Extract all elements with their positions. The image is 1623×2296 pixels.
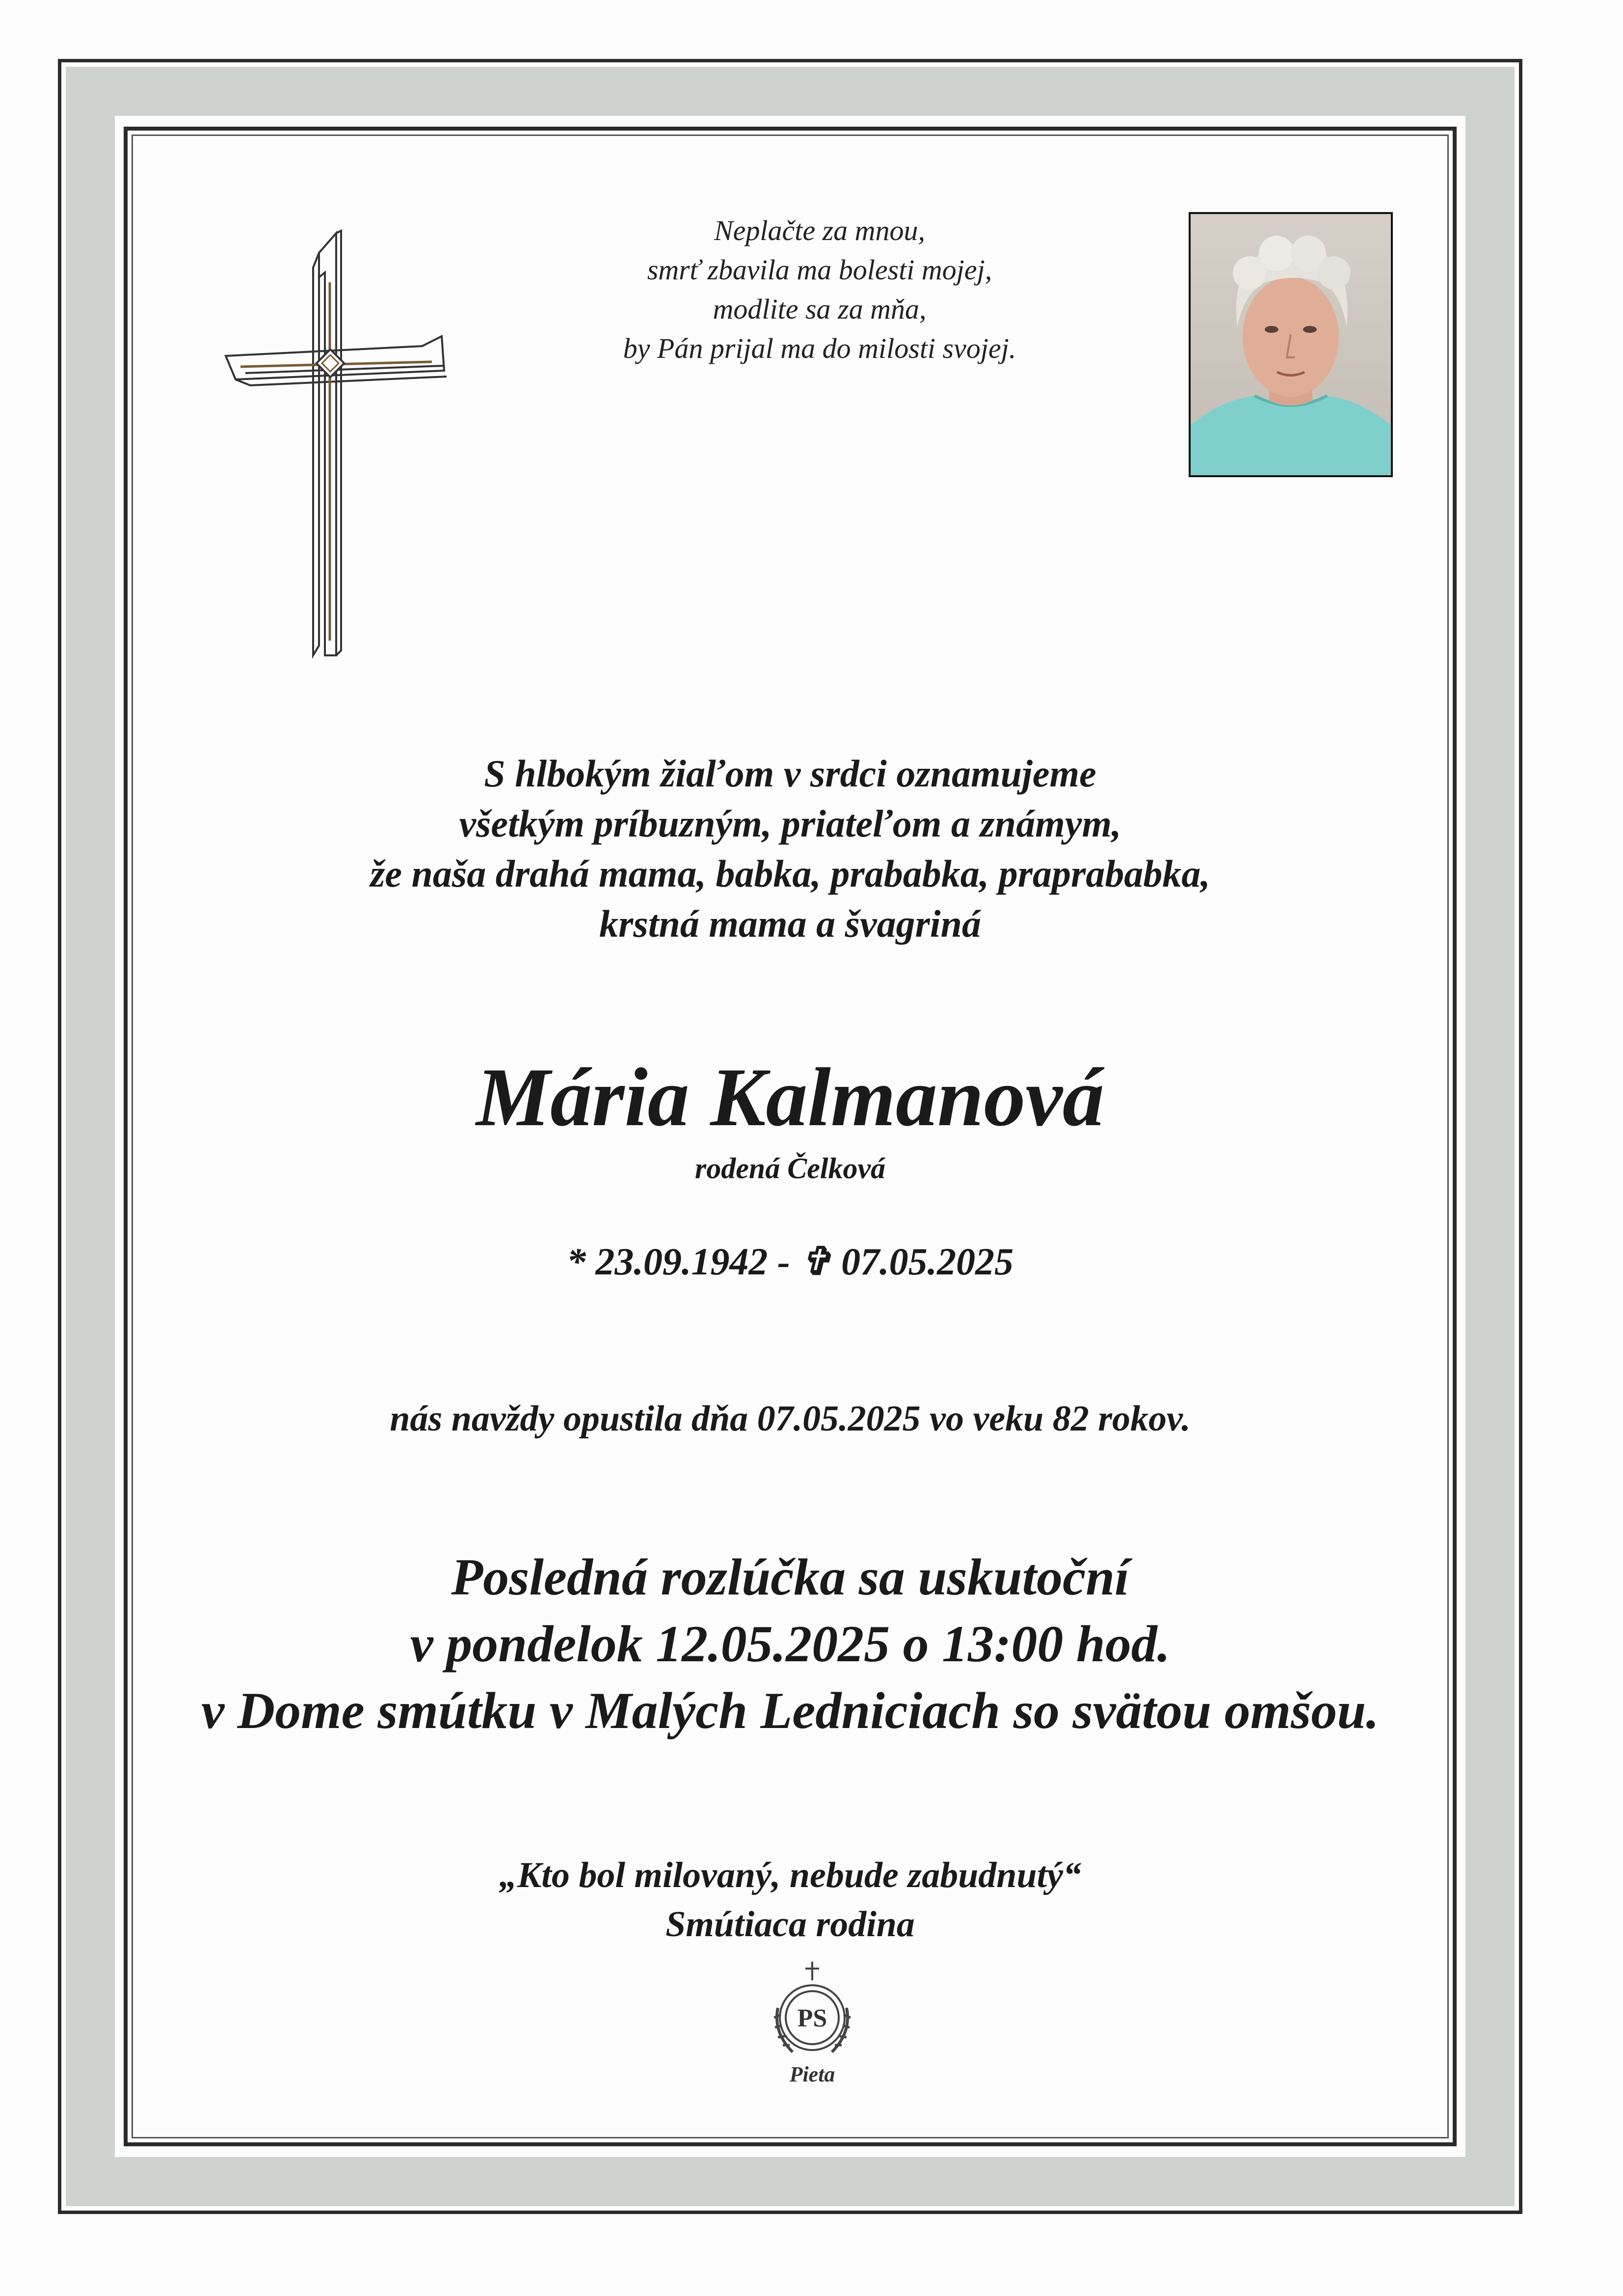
passed-away-text: nás navždy opustila dňa 07.05.2025 vo veku 82 rokov.: [390, 1399, 1191, 1439]
signature: Smútiaca rodina: [665, 1904, 915, 1945]
funeral-line: v pondelok 12.05.2025 o 13:00 hod.: [410, 1615, 1171, 1673]
verse-line: Neplačte za mnou,: [714, 215, 926, 246]
verse-line: modlite sa za mňa,: [713, 293, 927, 325]
announcement: [132, 749, 1449, 949]
funeral-line: Posledná rozlúčka sa uskutoční: [451, 1548, 1129, 1606]
logo-monogram: PS: [797, 2004, 827, 2032]
life-dates: * 23.09.1942 - ✞ 07.05.2025: [566, 1240, 1014, 1283]
announcement-line: S hlbokým žiaľom v srdci oznamujeme: [484, 752, 1096, 795]
funeral-line: v Dome smútku v Malých Ledniciach so svätou omšou.: [201, 1682, 1379, 1739]
verse-line: smrť zbavila ma bolesti mojej,: [647, 254, 992, 286]
logo-brand: Pieta: [789, 2062, 835, 2086]
funeral-details: [132, 1544, 1449, 1744]
announcement-line: krstná mama a švagriná: [599, 902, 981, 945]
maiden-name: rodená Čelková: [694, 1152, 886, 1185]
deceased-name: Mária Kalmanová: [476, 1051, 1104, 1143]
verse-line: by Pán prijal ma do milosti svojej.: [623, 332, 1016, 364]
closing: [132, 1851, 1449, 1949]
verse: [456, 211, 1183, 368]
announcement-line: že naša drahá mama, babka, prababka, praprababka,: [370, 852, 1210, 895]
wreath-monogram-icon: [763, 1959, 861, 2096]
motto: „Kto bol milovaný, nebude zabudnutý“: [499, 1855, 1082, 1895]
announcement-line: všetkým príbuzným, priateľom a známym,: [459, 802, 1121, 845]
cross-icon: [221, 223, 456, 665]
portrait-photo: [1189, 212, 1393, 477]
